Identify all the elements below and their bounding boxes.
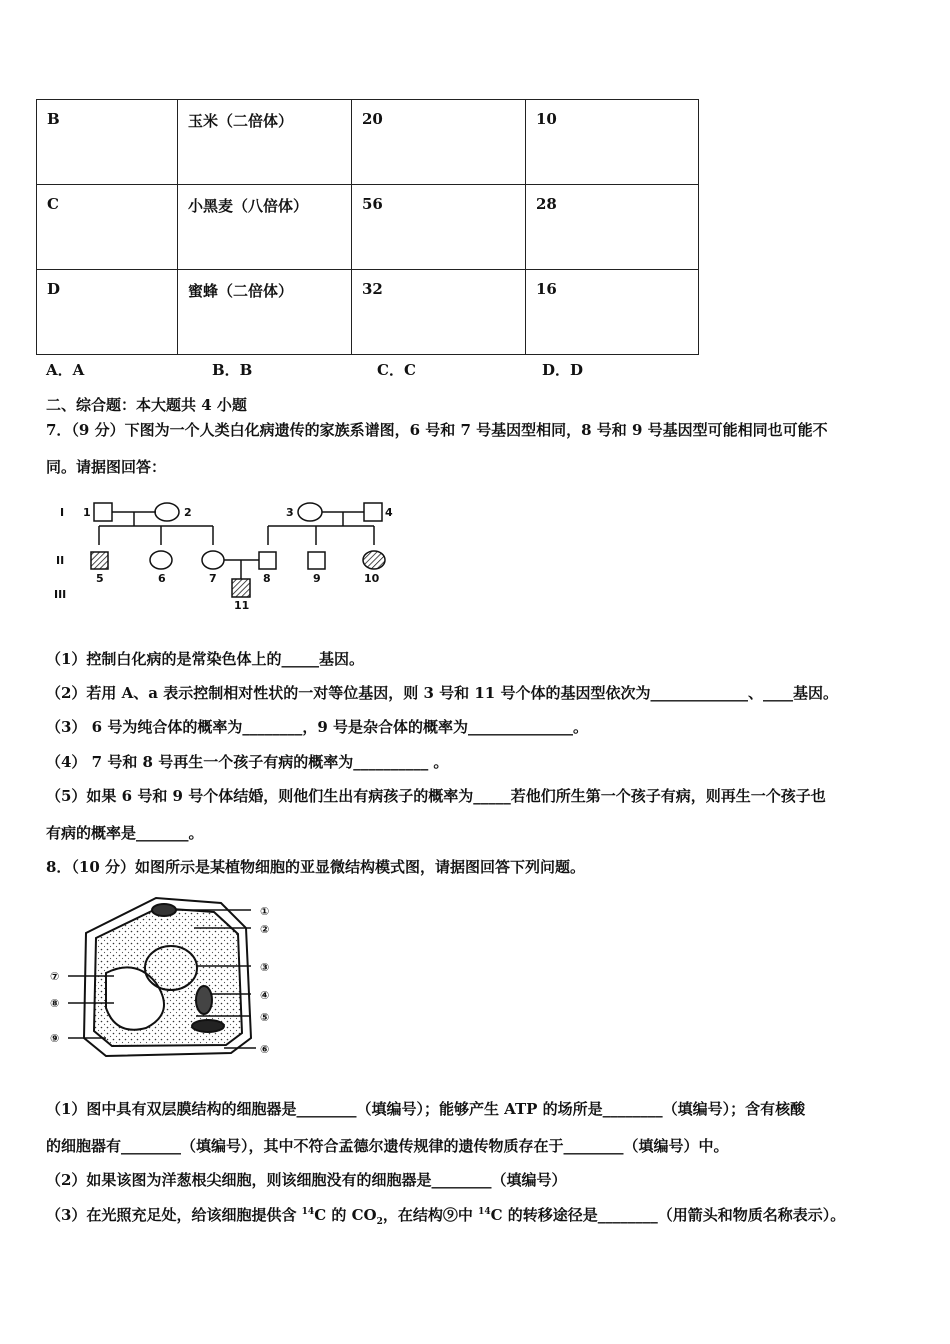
person-label: 8: [263, 572, 271, 585]
table-cell: 16: [526, 270, 699, 355]
q7-stem-cont: 同。请据图回答：: [46, 458, 167, 476]
person-11-affected-male: [232, 579, 250, 597]
person-3-female: [298, 503, 322, 521]
cell-label: ④: [260, 989, 270, 1002]
person-label: 11: [234, 599, 250, 612]
subscript: 2: [376, 1217, 383, 1227]
mitochondrion: [196, 986, 212, 1014]
table-cell: 56: [352, 185, 526, 270]
q7-stem: 7．（9 分）下图为一个人类白化病遗传的家族系谱图，6 号和 7 号基因型相同，8 号和 9 号基因型可能相同也可能不: [46, 421, 828, 439]
person-label: 1: [83, 506, 91, 519]
q7-part2: （2）若用 A、a 表示控制相对性状的一对等位基因，则 3 号和 11 号个体的基因型依次为_____________、____基因。: [46, 684, 838, 702]
q8-part1-cont: 的细胞器有________（填编号），其中不符合孟德尔遗传规律的遗传物质存在于________（填编号）中。: [46, 1137, 729, 1155]
person-2-female: [155, 503, 179, 521]
q8-part3-text: （3）在光照充足处，给该细胞提供含: [46, 1206, 302, 1224]
cell-label: ⑤: [260, 1011, 270, 1024]
table-cell: 蜜蜂（二倍体）: [178, 270, 352, 355]
cell-label: ⑧: [50, 997, 60, 1010]
table-cell: 20: [352, 100, 526, 185]
section-title: 二、综合题：本大题共 4 小题: [46, 396, 247, 414]
superscript: 14: [478, 1207, 491, 1217]
choice-a[interactable]: A．A: [46, 361, 85, 379]
person-9-male: [308, 552, 325, 569]
pedigree-chart: [46, 492, 406, 617]
table-row: [37, 100, 699, 185]
q8-part2: （2）如果该图为洋葱根尖细胞，则该细胞没有的细胞器是________（填编号）: [46, 1171, 567, 1189]
person-label: 10: [364, 572, 380, 585]
table-cell: 玉米（二倍体）: [178, 100, 352, 185]
person-label: 5: [96, 572, 104, 585]
q8-part3: [46, 1204, 845, 1227]
table-cell: 28: [526, 185, 699, 270]
options-table: [36, 99, 699, 355]
superscript: 14: [301, 1207, 315, 1217]
person-label: 2: [184, 506, 192, 519]
table-cell: C: [37, 185, 178, 270]
choice-b[interactable]: B．B: [212, 361, 253, 379]
person-4-male: [364, 503, 382, 521]
table-cell: D: [37, 270, 178, 355]
q7-part3: （3） 6 号为纯合体的概率为________，9 号是杂合体的概率为______________。: [46, 718, 588, 736]
table-cell: B: [37, 100, 178, 185]
person-label: 6: [158, 572, 166, 585]
cell-label: ③: [260, 961, 270, 974]
q7-part5: （5）如果 6 号和 9 号个体结婚，则他们生出有病孩子的概率为_____若他们所生第一个孩子有病，则再生一个孩子也: [46, 787, 826, 805]
cell-label: ②: [260, 923, 270, 936]
person-1-male: [94, 503, 112, 521]
q8-part3-text: C 的 CO: [314, 1206, 377, 1224]
q8-part1: （1）图中具有双层膜结构的细胞器是________（填编号）；能够产生 ATP 的场所是________（填编号）；含有核酸: [46, 1100, 806, 1118]
person-5-affected-male: [91, 552, 108, 569]
q7-part1: （1）控制白化病的是常染色体上的_____基因。: [46, 650, 364, 668]
table-cell: 小黑麦（八倍体）: [178, 185, 352, 270]
chloroplast: [152, 904, 176, 916]
person-label: 3: [286, 506, 294, 519]
choice-d[interactable]: D．D: [542, 361, 584, 379]
q8-part3-text: ，在结构⑨中: [382, 1206, 479, 1224]
person-label: 7: [209, 572, 217, 585]
q8-part3-text: C 的转移途径是________（用箭头和物质名称表示）。: [490, 1206, 846, 1224]
generation-label: II: [56, 554, 65, 567]
person-8-male: [259, 552, 276, 569]
table-cell: 32: [352, 270, 526, 355]
cell-label: ⑥: [260, 1043, 270, 1056]
cell-label: ①: [260, 905, 270, 918]
table-row: [37, 270, 699, 355]
choice-c[interactable]: C．C: [377, 361, 416, 379]
q7-part5-cont: 有病的概率是_______。: [46, 824, 204, 842]
person-10-affected-female: [363, 551, 385, 569]
q8-stem: 8．（10 分）如图所示是某植物细胞的亚显微结构模式图，请据图回答下列问题。: [46, 858, 586, 876]
table-cell: 10: [526, 100, 699, 185]
person-6-female: [150, 551, 172, 569]
person-label: 9: [313, 572, 321, 585]
person-label: 4: [385, 506, 393, 519]
plant-cell-diagram: [46, 888, 296, 1068]
table-row: [37, 185, 699, 270]
chloroplast: [192, 1020, 224, 1032]
person-7-female: [202, 551, 224, 569]
q7-part4: （4） 7 号和 8 号再生一个孩子有病的概率为__________ 。: [46, 753, 449, 771]
cell-label: ⑦: [50, 970, 60, 983]
cell-label: ⑨: [50, 1032, 60, 1045]
generation-label: III: [54, 588, 67, 601]
generation-label: I: [60, 506, 65, 519]
